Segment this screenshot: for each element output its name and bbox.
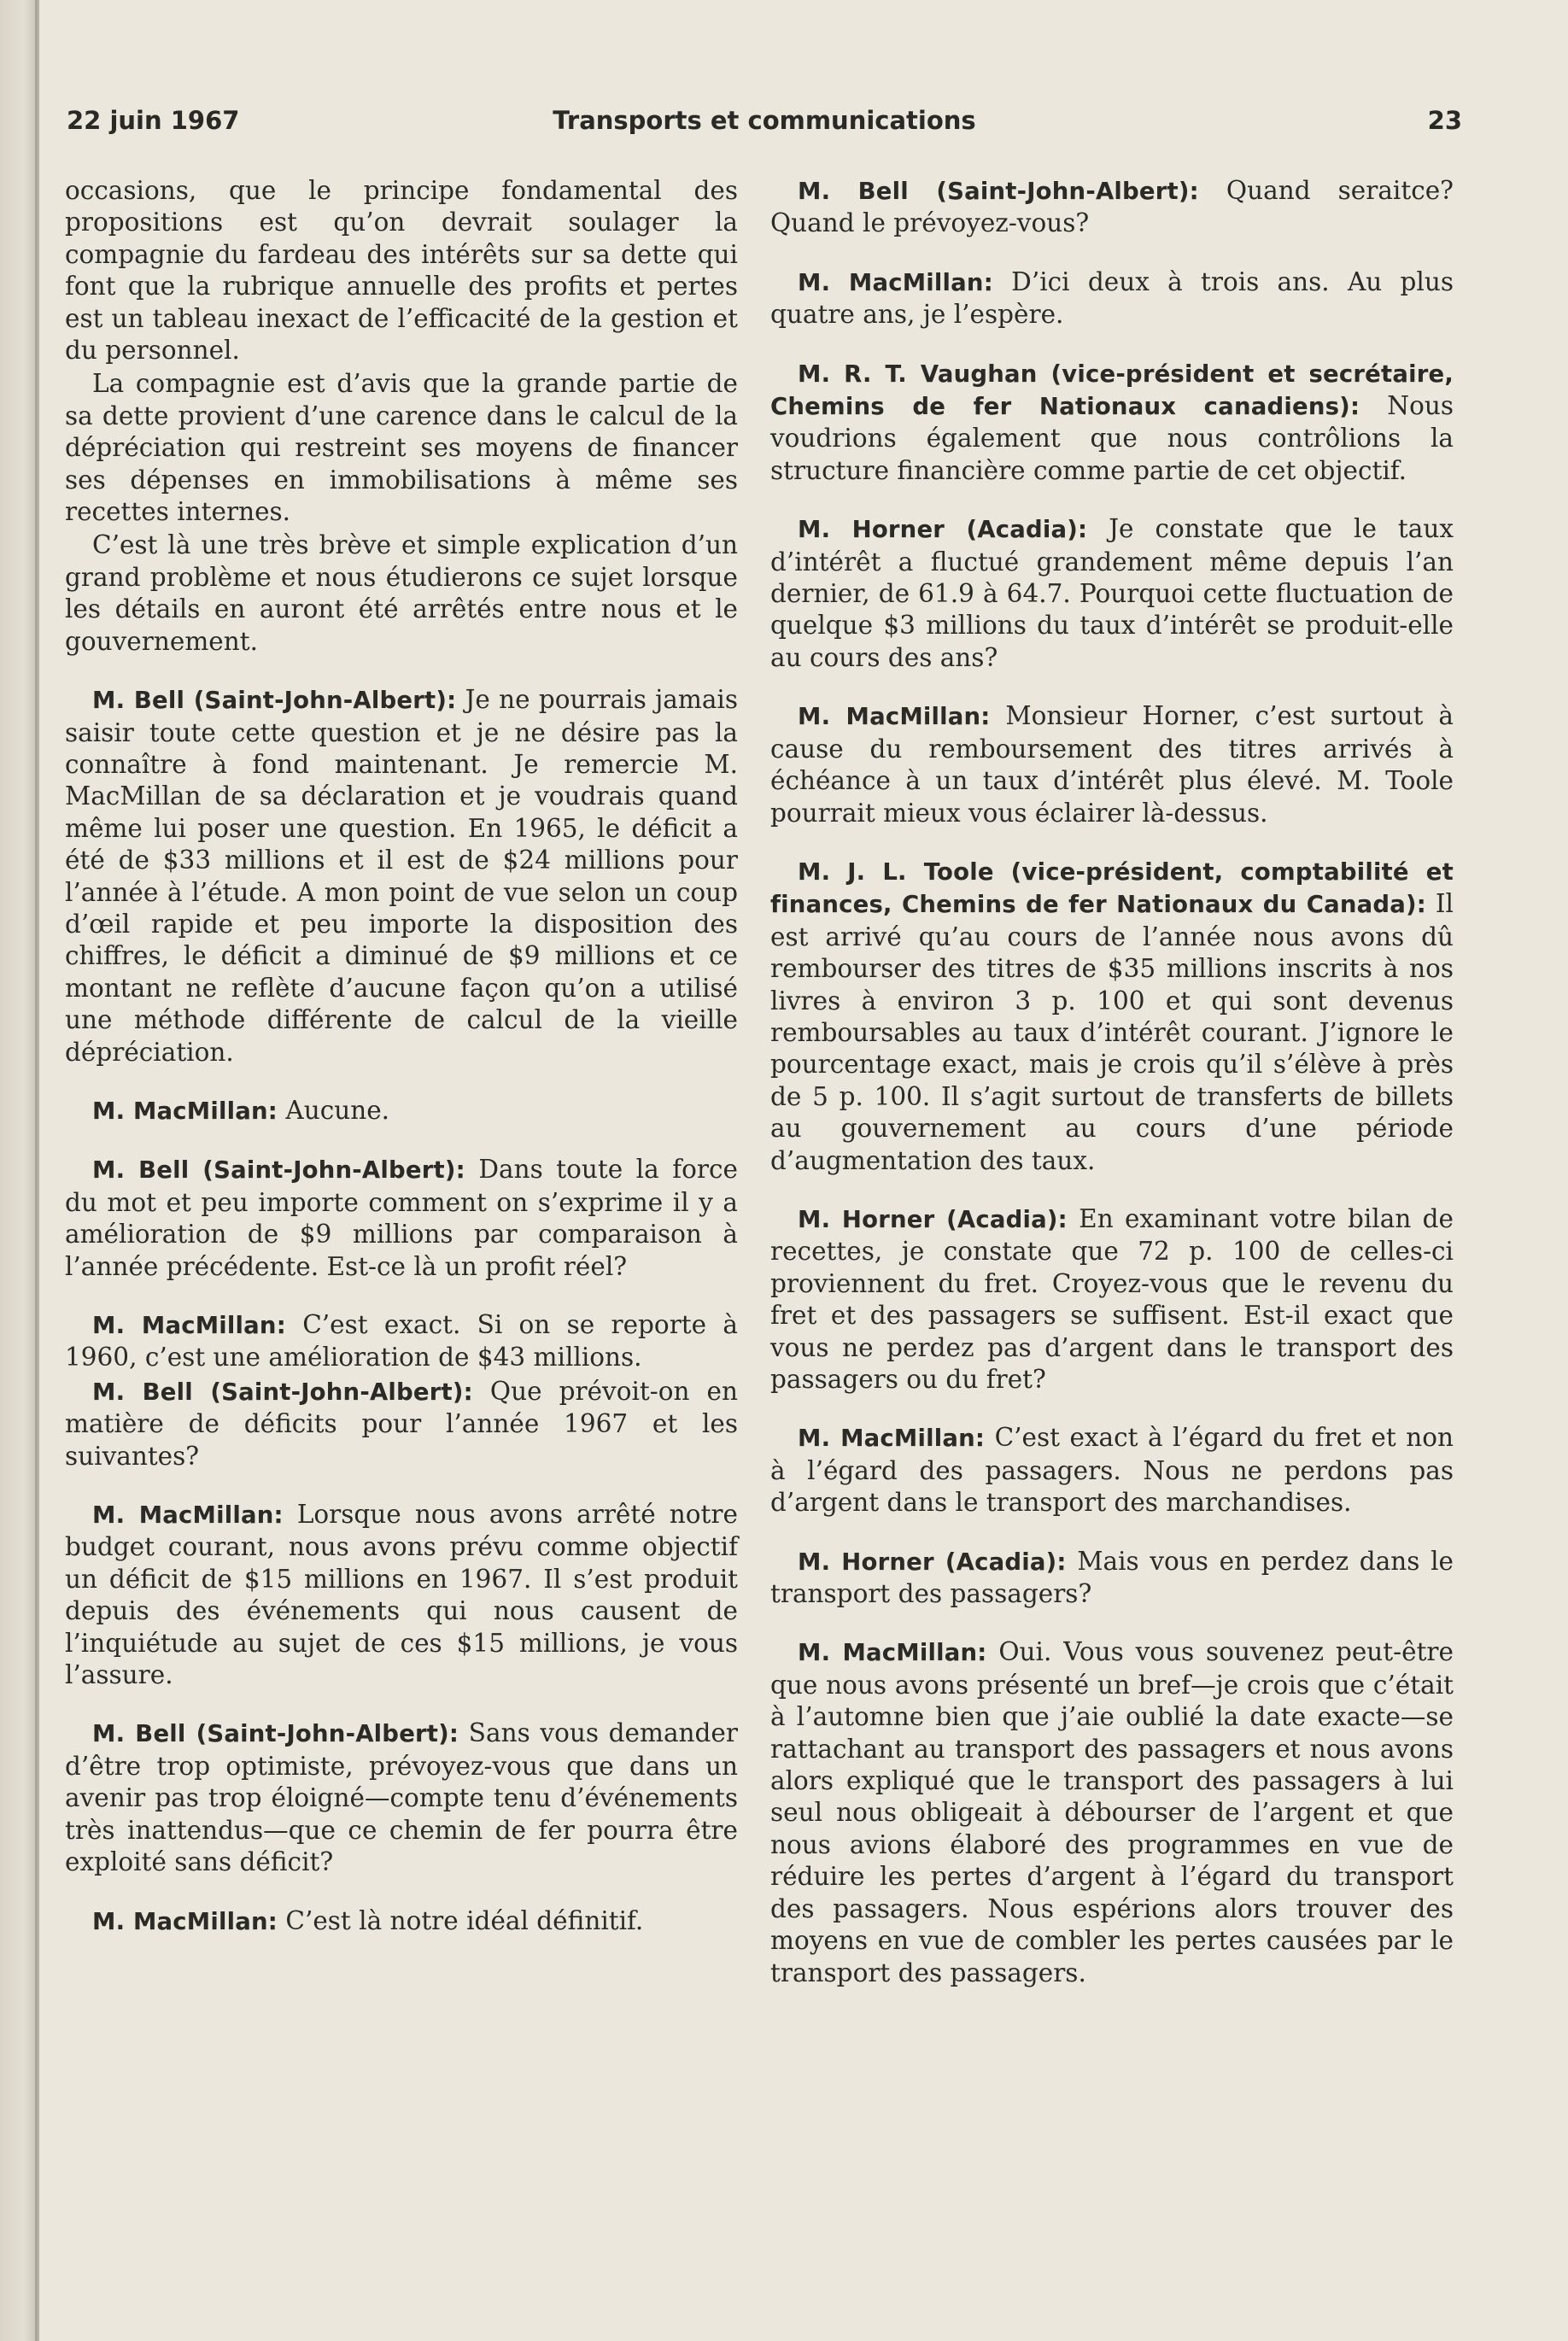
speaker-name: M. MacMillan: [92, 1312, 286, 1339]
right-column [770, 175, 1454, 1989]
speaker-name: M. MacMillan: [92, 1907, 278, 1935]
speech-paragraph: M. Bell (Saint-John-Albert): Je ne pourrais jamais saisir toute cette question et je ne désire pas la connaître à fond maintenant. Je remercie M. MacMillan de sa déclaration et je voudrais quand même lui poser une question. En 1965, le déficit a été de $33 millions et il est de $24 millions pour l’année à l’étude. A mon point de vue selon un coup d’œil rapide et peu importe la disposition des chiffres, le déficit a diminué de $9 millions et ce montant ne reflète d’aucune façon qu’on a utilisé une méthode différente de calcul de la vieille dépréciation. [65, 685, 738, 1067]
speech-paragraph: M. MacMillan: C’est là notre idéal définitif. [92, 1905, 644, 1935]
speech-paragraph: M. MacMillan: C’est exact à l’égard du fret et non à l’égard des passagers. Nous ne perdons pas d’argent dans le transport des marchandises. [770, 1423, 1454, 1518]
page-header [67, 106, 1462, 149]
left-column [65, 175, 738, 1938]
speech-paragraph: M. Horner (Acadia): En examinant votre bilan de recettes, je constate que 72 p. 100 de celles-ci proviennent du fret. Croyez-vous que le revenu du fret et des passagers se suffisent. Est-il exact que vous ne perdez pas d’argent dans le transport des passagers ou du fret? [770, 1203, 1454, 1394]
speech-paragraph: M. Bell (Saint-John-Albert): Sans vous demander d’être trop optimiste, prévoyez-vous que dans un avenir pas trop éloigné—compte tenu d’événements très inattendus—que ce chemin de fer pourra être exploité sans déficit? [65, 1718, 738, 1877]
speaker-name: M. Bell (Saint-John-Albert): [92, 1378, 473, 1406]
speaker-name: M. MacMillan: [798, 268, 993, 296]
page-number: 23 [1427, 106, 1462, 135]
speaker-name: M. MacMillan: [92, 1501, 284, 1530]
speech-paragraph: M. J. L. Toole (vice-président, comptabilité et finances, Chemins de fer Nationaux du Canada): Il est arrivé qu’au cours de l’année nous avons dû rembourser des titres de $35 millions inscrits à nos livres à environ 3 p. 100 et qui sont devenus remboursables au taux d’intérêt courant. J’ignore le pourcentage exact, mais je crois qu’il s’élève à près de 5 p. 100. Il s’agit surtout de transferts de billets au gouvernement au cours d’une période d’augmentation des taux. [770, 857, 1454, 1175]
speaker-name: M. Bell (Saint-John-Albert): [798, 178, 1199, 205]
speaker-name: M. MacMillan: [798, 703, 991, 731]
speaker-name: M. Horner (Acadia): [798, 516, 1088, 544]
header-title: Transports et communications [553, 106, 976, 135]
paragraph: C’est là une très brève et simple explication d’un grand problème et nous étudierons ce sujet lorsque les détails en auront été arrêtés entre nous et le gouvernement. [65, 530, 738, 656]
speech-paragraph: M. MacMillan: Oui. Vous vous souvenez peut-être que nous avons présenté un bref—je crois que c’était à l’automne bien que j’aie oublié la date exacte—se rattachant au transport des passagers et nous avons alors expliqué que le transport des passagers à lui seul nous obligeait à débourser de l’argent et que nous avions élaboré des programmes en vue de réduire les pertes d’argent à l’égard du transport des passagers. Nous espérions alors trouver des moyens en vue de combler les pertes causées par le transport des passagers. [770, 1637, 1454, 1987]
speaker-name: M. Horner (Acadia): [798, 1205, 1068, 1233]
speaker-name: M. Bell (Saint-John-Albert): [92, 1720, 459, 1748]
paragraph: La compagnie est d’avis que la grande partie de sa dette provient d’une carence dans le calcul de la dépréciation qui restreint ses moyens de financer ses dépenses en immobilisations à même ses recettes internes. [65, 369, 738, 527]
speaker-name: M. Horner (Acadia): [798, 1548, 1067, 1576]
speaker-name: M. MacMillan: [798, 1425, 986, 1453]
speaker-name: M. Bell (Saint-John-Albert): [92, 1156, 465, 1185]
speech-paragraph: M. R. T. Vaughan (vice-président et secrétaire, Chemins de fer Nationaux canadiens): Nous voudrions également que nous contrôlions la structure financière comme partie de cet objectif. [770, 360, 1454, 485]
speaker-name: M. J. L. Toole (vice-président, comptabilité et finances, Chemins de fer Nationaux du Canada): [770, 857, 1454, 919]
speech-paragraph: M. MacMillan: Lorsque nous avons arrêté notre budget courant, nous avons prévu comme objectif un déficit de $15 millions en 1967. Il s’est produit depuis des événements qui nous causent de l’inquiétude au sujet de ces $15 millions, je vous l’assure. [65, 1500, 738, 1690]
speech-paragraph: M. MacMillan: Aucune. [92, 1095, 390, 1125]
speech-paragraph: M. Bell (Saint-John-Albert): Dans toute la force du mot et peu importe comment on s’exprime il y a amélioration de $9 millions par comparaison à l’année précédente. Est-ce là un profit réel? [65, 1155, 738, 1281]
speaker-name: M. R. T. Vaughan (vice-président et secrétaire, Chemins de fer Nationaux canadiens): [770, 360, 1454, 421]
speech-paragraph: M. Bell (Saint-John-Albert): Quand seraitce? Quand le prévoyez-vous? [770, 176, 1454, 238]
paragraph: occasions, que le principe fondamental des propositions est qu’on devrait soulager la compagnie du fardeau des intérêts sur sa dette qui font que la rubrique annuelle des profits et pertes est un tableau inexact de l’efficacité de la gestion et du personnel. [65, 176, 738, 366]
speech-paragraph: M. Horner (Acadia): Je constate que le taux d’intérêt a fluctué grandement même depuis l’an dernier, de 61.9 à 64.7. Pourquoi cette fluctuation de quelque $3 millions du taux d’intérêt se produit-elle au cours des ans? [770, 514, 1454, 672]
speech-paragraph: M. MacMillan: D’ici deux à trois ans. Au plus quatre ans, je l’espère. [770, 266, 1454, 330]
speaker-name: M. Bell (Saint-John-Albert): [92, 687, 457, 715]
header-date: 22 juin 1967 [67, 106, 240, 135]
speech-paragraph: M. MacMillan: Monsieur Horner, c’est surtout à cause du remboursement des titres arrivés à échéance à un taux d’intérêt plus élevé. M. Toole pourrait mieux vous éclairer là-dessus. [770, 701, 1454, 828]
speech-paragraph: M. MacMillan: C’est exact. Si on se reporte à 1960, c’est une amélioration de $43 millions. [65, 1310, 738, 1372]
speech-paragraph: M. Horner (Acadia): Mais vous en perdez dans le transport des passagers? [770, 1546, 1454, 1609]
speaker-name: M. MacMillan: [92, 1097, 278, 1125]
speech-paragraph: M. Bell (Saint-John-Albert): Que prévoit-on en matière de déficits pour l’année 1967 et les suivantes? [65, 1376, 738, 1471]
speaker-name: M. MacMillan: [798, 1639, 987, 1667]
book-binding-edge [0, 0, 39, 2341]
